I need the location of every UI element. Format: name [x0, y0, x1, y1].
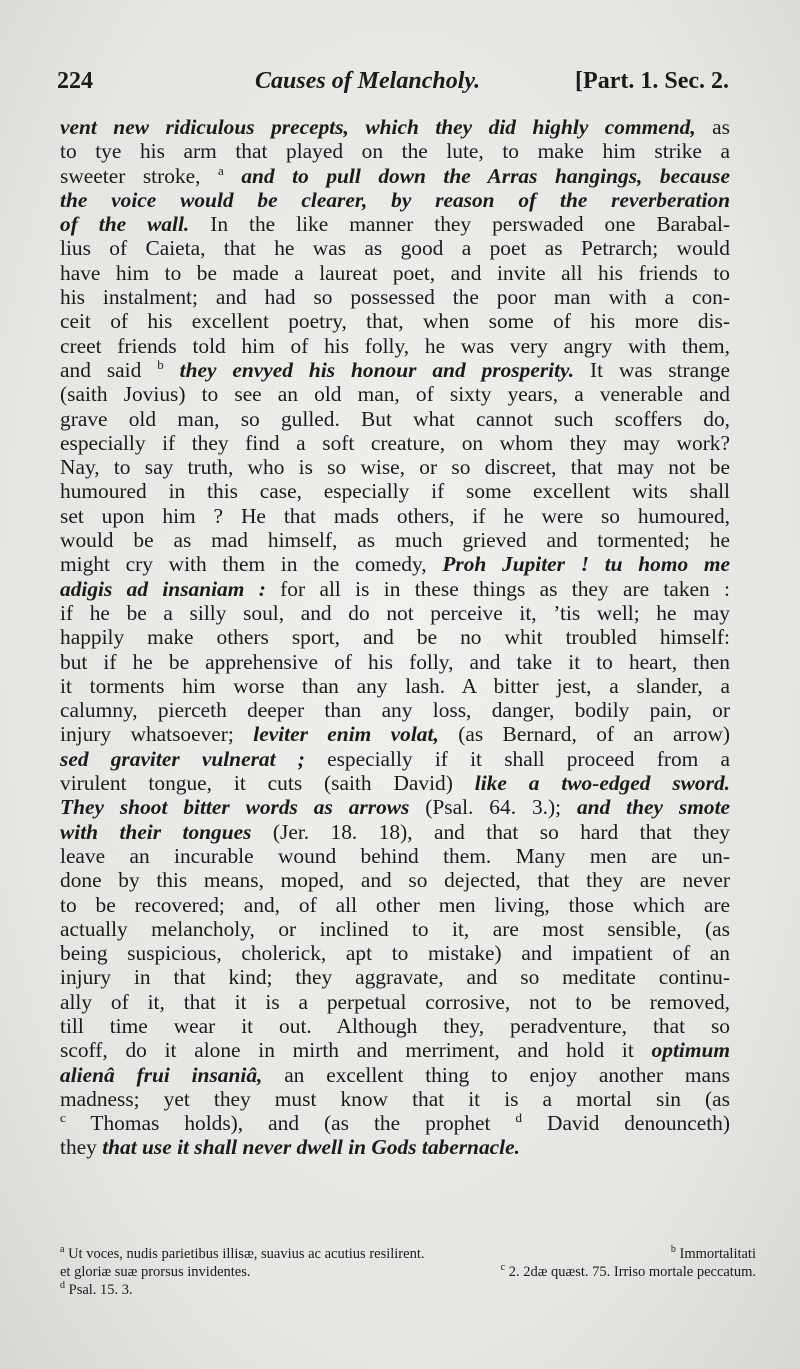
- text-line: [60, 479, 730, 503]
- text-run: and said: [60, 357, 158, 382]
- text-line: [60, 893, 730, 917]
- footnote-b-continued: et gloriæ suæ prorsus invidentes.: [60, 1264, 251, 1280]
- text-run: It was strange: [574, 357, 730, 382]
- text-line: [60, 577, 730, 601]
- text-run: happily make others sport, and be no whit troubled himself:: [60, 625, 730, 650]
- text-line: [60, 1063, 730, 1087]
- text-run: an excellent thing to enjoy another mans: [262, 1062, 730, 1087]
- text-line: [60, 625, 730, 649]
- text-run: virulent tongue, it cuts (saith David): [60, 771, 475, 796]
- text-run: have him to be made a laureat poet, and invite all his friends to: [60, 260, 730, 285]
- text-line: [60, 334, 730, 358]
- italic-text: leviter enim volat,: [253, 722, 439, 747]
- italic-text: the voice would be clearer, by reason of the reverberation: [60, 187, 730, 212]
- text-line: [60, 212, 730, 236]
- text-run: being suspicious, cholerick, apt to mistake) and impatient of an: [60, 941, 730, 966]
- footnote-d-text: Psal. 15. 3.: [68, 1282, 133, 1298]
- text-line: [60, 164, 730, 188]
- text-line: [60, 1038, 730, 1062]
- text-run: injury in that kind; they aggravate, and so meditate continu-: [60, 965, 730, 990]
- footnote-a: [60, 1246, 424, 1262]
- italic-text: they envyed his honour and prosperity.: [163, 357, 575, 382]
- footnote-b: [671, 1245, 756, 1263]
- text-run: it torments him worse than any lash. A bitter jest, a slander, a: [60, 673, 730, 698]
- footnote-line-3: [60, 1281, 756, 1299]
- text-run: till time wear it out. Although they, peradventure, that so: [60, 1013, 730, 1038]
- running-title: Causes of Melancholy.: [255, 68, 481, 94]
- footnote-c-text: 2. 2dæ quæst. 75. Irriso mortale peccatum.: [508, 1264, 756, 1280]
- body-text: [60, 115, 730, 1160]
- italic-text: like a two-edged sword.: [474, 771, 730, 796]
- text-run: (Psal. 64. 3.);: [409, 795, 577, 820]
- italic-text: and to pull down the Arras hangings, because: [223, 163, 730, 188]
- italic-text: and they smote: [576, 795, 730, 820]
- footnote-b-text: Immortalitati: [679, 1246, 756, 1262]
- text-line: [60, 115, 730, 139]
- italic-text: adigis ad insaniam :: [60, 576, 266, 601]
- text-run: actually melancholy, or inclined to it, are most sensible, (as: [60, 916, 730, 941]
- text-run: especially if they find a soft creature, on whom they may work?: [60, 430, 730, 455]
- text-line: [60, 455, 730, 479]
- text-run: might cry with them in the comedy,: [60, 552, 443, 577]
- text-line: [60, 188, 730, 212]
- text-line: [60, 601, 730, 625]
- text-line: [60, 795, 730, 819]
- footnote-c: [501, 1263, 756, 1281]
- footnote-a-text: Ut voces, nudis parietibus illisæ, suavius ac acutius resilirent.: [68, 1246, 425, 1262]
- text-run: done by this means, moped, and so dejected, that they are never: [60, 868, 730, 893]
- text-run: creet friends told him of his folly, he was very angry with them,: [60, 333, 730, 358]
- text-run: ally of it, that it is a perpetual corrosive, not to be removed,: [60, 989, 730, 1014]
- text-run: but if he be apprehensive of his folly, and take it to heart, then: [60, 649, 730, 674]
- text-line: [60, 407, 730, 431]
- text-run: for all is in these things as they are taken :: [265, 576, 730, 601]
- italic-text: sed graviter vulnerat ;: [60, 746, 305, 771]
- text-run: scoff, do it alone in mirth and merriment, and hold it: [60, 1038, 652, 1063]
- text-run: humoured in this case, especially if some excellent wits shall: [60, 479, 730, 504]
- italic-text: Proh Jupiter ! tu homo me: [442, 552, 730, 577]
- italic-text: vent new ridiculous precepts, which they did highly commend,: [60, 115, 696, 139]
- text-line: [60, 747, 730, 771]
- text-line: [60, 358, 730, 382]
- text-run: if he be a silly soul, and do not perceive it, ’tis well; he may: [60, 600, 730, 625]
- text-line: [60, 285, 730, 309]
- italic-text: that use it shall never dwell in Gods tabernacle.: [102, 1135, 520, 1160]
- text-line: [60, 820, 730, 844]
- text-line: [60, 941, 730, 965]
- text-run: set upon him ? He that mads others, if he were so humoured,: [60, 503, 730, 528]
- italic-text: They shoot bitter words as arrows: [60, 795, 410, 820]
- text-line: [60, 431, 730, 455]
- text-line: [60, 1087, 730, 1111]
- text-run: sweeter stroke,: [60, 163, 219, 188]
- text-run: calumny, pierceth deeper than any loss, danger, bodily pain, or: [60, 698, 730, 723]
- text-line: [60, 1135, 730, 1159]
- footnotes: [60, 1245, 756, 1299]
- text-run: David denounceth): [521, 1111, 730, 1136]
- footnote-a-mark: a: [60, 1244, 65, 1256]
- text-run: grave old man, so gulled. But what cannot such scoffers do,: [60, 406, 730, 431]
- footnote-d-mark: d: [60, 1280, 65, 1292]
- text-run: his instalment; and had so possessed the poor man with a con-: [60, 285, 730, 310]
- text-line: [60, 528, 730, 552]
- text-run: Nay, to say truth, who is so wise, or so discreet, that may not be: [60, 455, 730, 480]
- text-line: [60, 868, 730, 892]
- footnote-reference: c: [60, 1111, 66, 1126]
- text-line: [60, 722, 730, 746]
- text-line: [60, 698, 730, 722]
- text-line: [60, 674, 730, 698]
- text-run: to tye his arm that played on the lute, to make him strike a: [60, 139, 730, 164]
- text-line: [60, 504, 730, 528]
- text-run: ceit of his excellent poetry, that, when some of his more dis-: [60, 309, 730, 334]
- text-run: lius of Caieta, that he was as good a poet as Petrarch; would: [60, 236, 730, 261]
- text-run: In the like manner they perswaded one Barabal-: [189, 212, 730, 237]
- text-line: [60, 771, 730, 795]
- text-run: Thomas holds), and (as the prophet: [65, 1111, 516, 1136]
- footnote-line-1: [60, 1245, 756, 1263]
- text-line: [60, 965, 730, 989]
- footnote-b-mark: b: [670, 1244, 676, 1256]
- text-run: as: [695, 115, 730, 139]
- text-run: they: [60, 1135, 103, 1160]
- text-run: (as Bernard, of an arrow): [438, 722, 730, 747]
- footnote-line-2: [60, 1263, 756, 1281]
- footnote-d: [60, 1282, 133, 1298]
- footnote-reference: b: [157, 357, 164, 372]
- italic-text: with their tongues: [60, 819, 252, 844]
- page-number: 224: [57, 68, 93, 94]
- text-line: [60, 309, 730, 333]
- text-run: to be recovered; and, of all other men living, those which are: [60, 892, 730, 917]
- text-line: [60, 1111, 730, 1135]
- text-line: [60, 844, 730, 868]
- text-line: [60, 382, 730, 406]
- text-line: [60, 236, 730, 260]
- text-line: [60, 990, 730, 1014]
- italic-text: optimum: [651, 1038, 730, 1063]
- text-line: [60, 650, 730, 674]
- text-run: especially if it shall proceed from a: [304, 746, 730, 771]
- text-line: [60, 139, 730, 163]
- italic-text: alienâ frui insaniâ,: [60, 1062, 263, 1087]
- footnote-c-mark: c: [500, 1262, 506, 1274]
- italic-text: of the wall.: [60, 212, 190, 237]
- page-header: [57, 64, 729, 98]
- text-run: would be as mad himself, as much grieved and tormented; he: [60, 528, 730, 553]
- footnote-reference: d: [515, 1111, 522, 1126]
- text-run: (Jer. 18. 18), and that so hard that they: [251, 819, 730, 844]
- text-line: [60, 1014, 730, 1038]
- footnote-reference: a: [218, 163, 224, 178]
- text-line: [60, 917, 730, 941]
- text-run: madness; yet they must know that it is a mortal sin (as: [60, 1086, 730, 1111]
- text-line: [60, 261, 730, 285]
- section-label: [Part. 1. Sec. 2.: [575, 68, 729, 94]
- text-run: (saith Jovius) to see an old man, of sixty years, a venerable and: [60, 382, 730, 407]
- text-line: [60, 552, 730, 576]
- text-run: leave an incurable wound behind them. Many men are un-: [60, 843, 730, 868]
- text-run: injury whatsoever;: [60, 722, 254, 747]
